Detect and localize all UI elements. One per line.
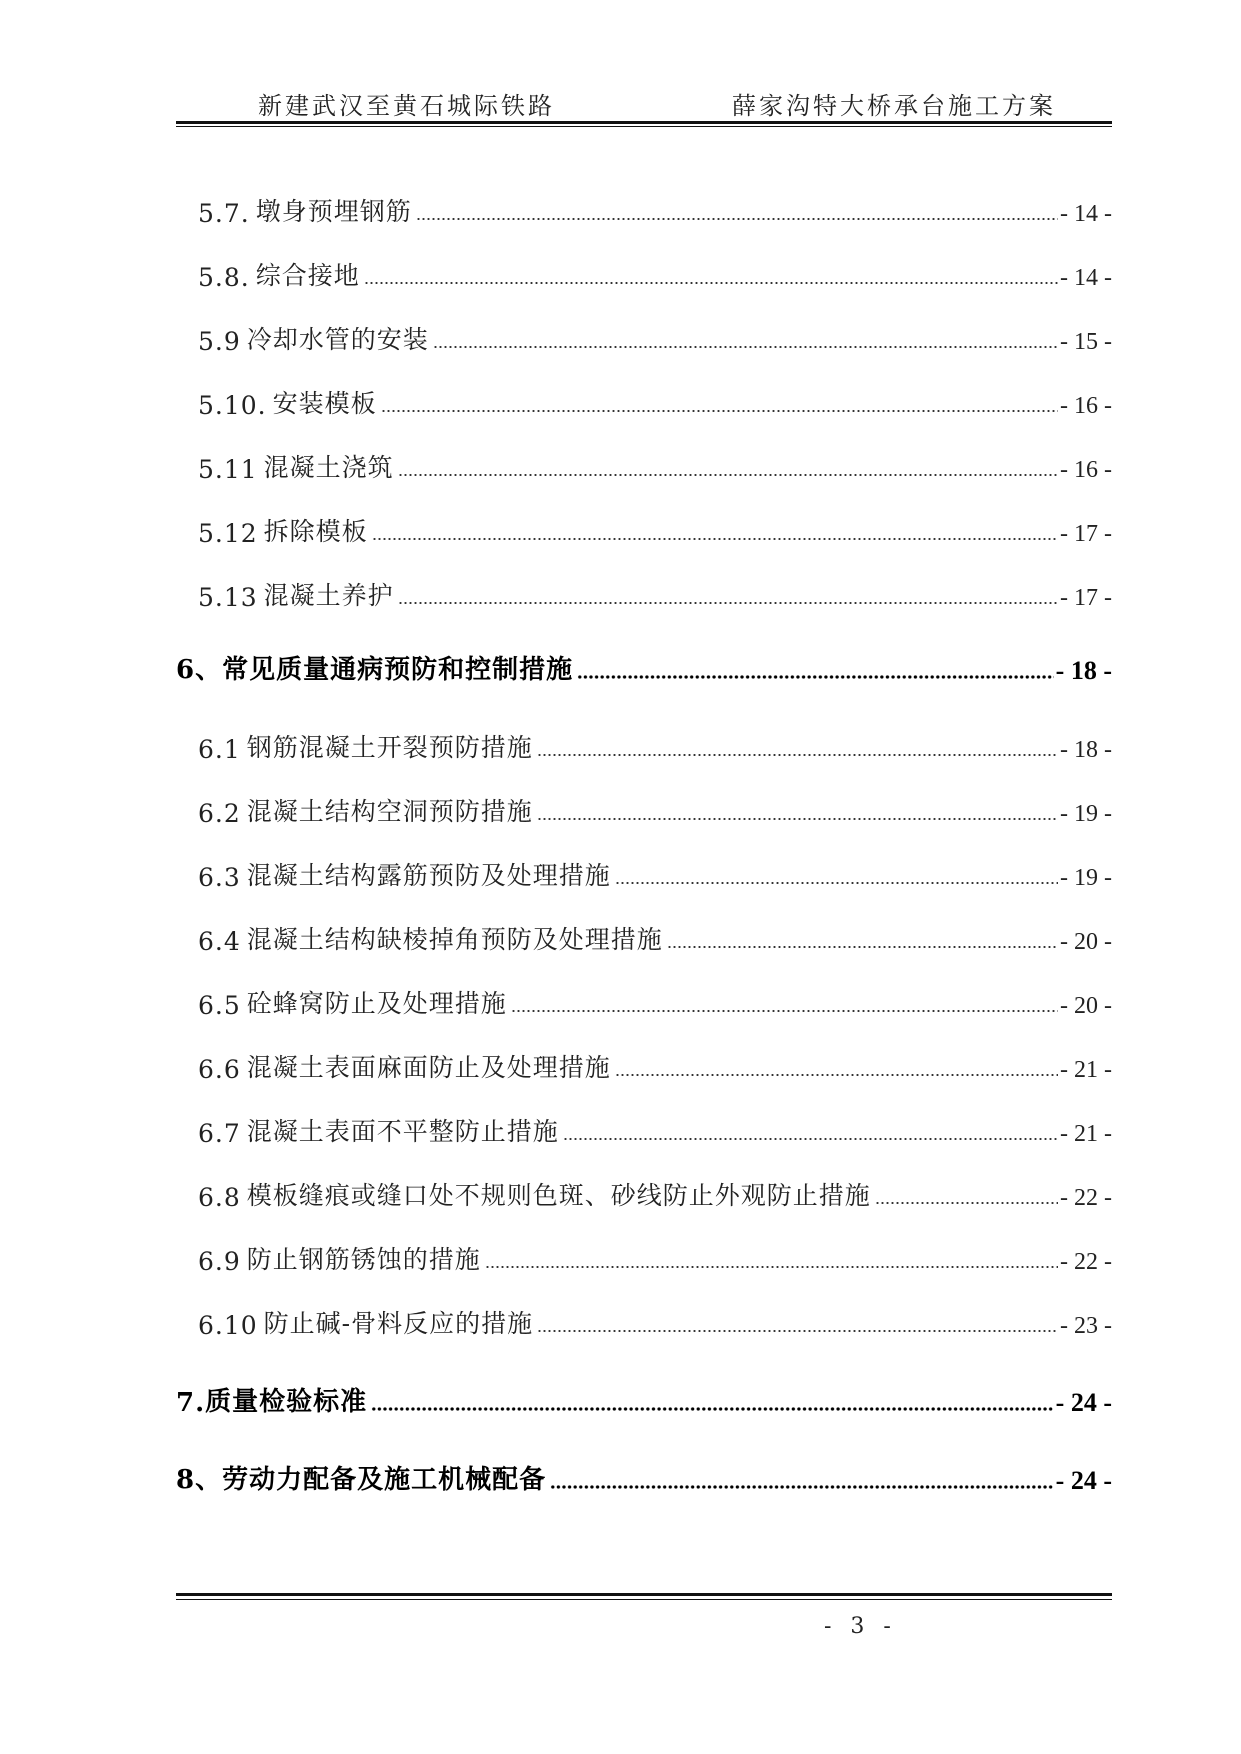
toc-chapter-6[interactable]	[176, 646, 1112, 686]
toc-chapter-title: 质量检验标准	[205, 1387, 368, 1417]
footer-page-number: - 3 -	[824, 1614, 897, 1639]
toc-dot-leader	[537, 816, 1058, 822]
toc-entry-5-10[interactable]	[176, 380, 1112, 420]
toc-entry-page: - 17 -	[1060, 585, 1112, 611]
toc-entry-number: 5.11	[198, 455, 258, 484]
toc-entry-title: 混凝土结构缺棱掉角预防及处理措施	[246, 925, 663, 954]
toc-entry-number: 5.8.	[198, 263, 250, 292]
toc-entry-page: - 21 -	[1060, 1121, 1112, 1147]
toc-chapter-page: - 18 -	[1055, 656, 1112, 685]
toc-entry-page: - 14 -	[1060, 201, 1112, 227]
toc-entry-number: 5.9	[198, 327, 241, 356]
toc-entry-page: - 20 -	[1060, 929, 1112, 955]
toc-entry-title: 模板缝痕或缝口处不规则色斑、砂线防止外观防止措施	[246, 1181, 871, 1210]
toc-entry-number: 6.1	[198, 735, 241, 764]
toc-entry-page: - 18 -	[1060, 737, 1112, 763]
toc-entry-page: - 16 -	[1060, 457, 1112, 483]
toc-entry-page: - 19 -	[1060, 801, 1112, 827]
toc-dot-leader	[615, 880, 1058, 886]
toc-chapter-page: - 24 -	[1055, 1466, 1112, 1495]
toc-entry-number: 6.2	[198, 799, 241, 828]
toc-chapter-title: 常见质量通病预防和控制措施	[222, 655, 574, 685]
toc-entry-number: 6.10	[198, 1311, 258, 1340]
toc-entry-6-1[interactable]	[176, 724, 1112, 764]
toc-entry-title: 混凝土养护	[263, 581, 394, 610]
toc-dot-leader	[667, 944, 1058, 950]
toc-entry-page: - 22 -	[1060, 1249, 1112, 1275]
toc-chapter-number: 8、	[176, 1465, 223, 1495]
toc-dot-leader	[537, 1328, 1058, 1334]
toc-entry-number: 6.5	[198, 991, 241, 1020]
toc-dot-leader	[511, 1008, 1058, 1014]
toc-entry-title: 混凝土结构空洞预防措施	[246, 797, 533, 826]
toc-entry-title: 钢筋混凝土开裂预防措施	[246, 733, 533, 762]
toc-entry-title: 拆除模板	[263, 517, 368, 546]
toc-entry-6-9[interactable]	[176, 1236, 1112, 1276]
toc-entry-title: 混凝土表面麻面防止及处理措施	[246, 1053, 611, 1082]
toc-entry-page: - 23 -	[1060, 1313, 1112, 1339]
page-header	[176, 88, 1112, 124]
toc-dot-leader	[433, 344, 1058, 350]
toc-entry-page: - 21 -	[1060, 1057, 1112, 1083]
toc-entry-5-7[interactable]	[176, 188, 1112, 228]
toc-entry-5-11[interactable]	[176, 444, 1112, 484]
toc-entry-6-2[interactable]	[176, 788, 1112, 828]
toc-entry-5-12[interactable]	[176, 508, 1112, 548]
toc-entry-6-8[interactable]	[176, 1172, 1112, 1212]
toc-entry-page: - 20 -	[1060, 993, 1112, 1019]
toc-entry-6-10[interactable]	[176, 1300, 1112, 1340]
toc-entry-number: 5.12	[198, 519, 258, 548]
toc-chapter-number: 7.	[176, 1388, 206, 1418]
toc-entry-number: 5.13	[198, 583, 258, 612]
header-rule-thick	[176, 121, 1112, 124]
toc-dot-leader	[577, 674, 1054, 680]
toc-entry-6-6[interactable]	[176, 1044, 1112, 1084]
toc-dot-leader	[398, 600, 1058, 606]
toc-entry-6-7[interactable]	[176, 1108, 1112, 1148]
toc-entry-page: - 14 -	[1060, 265, 1112, 291]
toc-entry-title: 混凝土表面不平整防止措施	[246, 1117, 559, 1146]
toc-entry-title: 混凝土浇筑	[263, 453, 394, 482]
toc-entry-5-8[interactable]	[176, 252, 1112, 292]
toc-chapter-7[interactable]	[176, 1378, 1112, 1418]
toc-entry-number: 6.7	[198, 1119, 241, 1148]
toc-entry-title: 防止碱-骨料反应的措施	[263, 1309, 534, 1338]
toc-dot-leader	[398, 472, 1058, 478]
toc-chapter-page: - 24 -	[1055, 1388, 1112, 1417]
toc-entry-page: - 17 -	[1060, 521, 1112, 547]
toc-entry-6-5[interactable]	[176, 980, 1112, 1020]
toc-entry-6-4[interactable]	[176, 916, 1112, 956]
toc-entry-title: 综合接地	[255, 261, 360, 290]
header-rule-thin	[176, 126, 1112, 127]
toc-entry-title: 安装模板	[272, 389, 377, 418]
toc-entry-5-13[interactable]	[176, 572, 1112, 612]
toc-entry-number: 5.7.	[198, 199, 250, 228]
toc-entry-page: - 19 -	[1060, 865, 1112, 891]
toc-dot-leader	[485, 1264, 1058, 1270]
toc-entry-number: 5.10.	[198, 391, 267, 420]
toc-entry-number: 6.4	[198, 927, 241, 956]
toc-entry-page: - 16 -	[1060, 393, 1112, 419]
toc-entry-number: 6.3	[198, 863, 241, 892]
toc-chapter-number: 6、	[176, 655, 223, 685]
toc-chapter-8[interactable]	[176, 1456, 1112, 1496]
toc-dot-leader	[364, 280, 1058, 286]
toc-entry-title: 防止钢筋锈蚀的措施	[246, 1245, 481, 1274]
toc-dot-leader	[563, 1136, 1058, 1142]
toc-entry-page: - 15 -	[1060, 329, 1112, 355]
toc-entry-6-3[interactable]	[176, 852, 1112, 892]
footer-rule-thick	[176, 1593, 1112, 1596]
toc-entry-5-9[interactable]	[176, 316, 1112, 356]
toc-chapter-title: 劳动力配备及施工机械配备	[222, 1465, 547, 1495]
toc-entry-page: - 22 -	[1060, 1185, 1112, 1211]
toc-entry-title: 混凝土结构露筋预防及处理措施	[246, 861, 611, 890]
toc-entry-number: 6.8	[198, 1183, 241, 1212]
toc-dot-leader	[381, 408, 1058, 414]
toc-dot-leader	[875, 1200, 1058, 1206]
toc-dot-leader	[416, 216, 1058, 222]
toc-entry-number: 6.6	[198, 1055, 241, 1084]
toc-dot-leader	[371, 1406, 1054, 1412]
toc-entry-title: 砼蜂窝防止及处理措施	[246, 989, 507, 1018]
toc-dot-leader	[372, 536, 1058, 542]
toc-entry-title: 冷却水管的安装	[246, 325, 429, 354]
toc-dot-leader	[615, 1072, 1058, 1078]
toc-entry-title: 墩身预埋钢筋	[255, 197, 412, 226]
toc-entry-number: 6.9	[198, 1247, 241, 1276]
footer-rule-thin	[176, 1599, 1112, 1600]
toc-dot-leader	[550, 1484, 1054, 1490]
header-document-title: 薛家沟特大桥承台施工方案	[732, 92, 1056, 120]
header-project-title: 新建武汉至黄石城际铁路	[258, 92, 555, 120]
toc-dot-leader	[537, 752, 1058, 758]
